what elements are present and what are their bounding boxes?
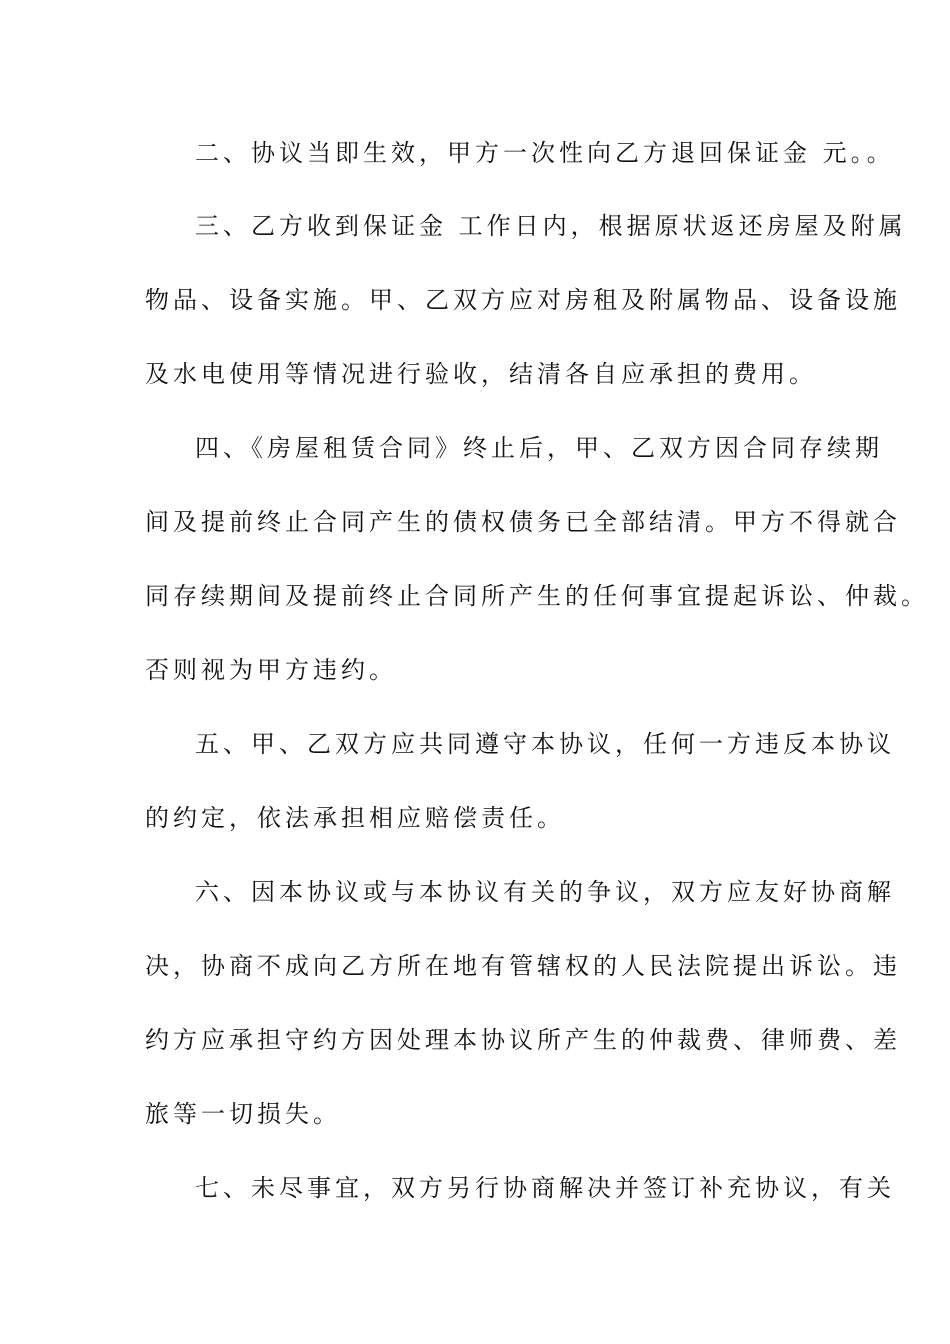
- clause-4-line-2: 间及提前终止合同产生的债权债务已全部结清。甲方不得就合: [145, 508, 901, 536]
- clause-5-line-1: 五、甲、乙双方应共同遵守本协议，任何一方违反本协议: [195, 730, 895, 758]
- clause-4-line-1: 四、《房屋租赁合同》终止后，甲、乙双方因合同存续期: [195, 434, 883, 462]
- clause-2-line-1: 二、协议当即生效，甲方一次性向乙方退回保证金 元。。: [195, 139, 895, 167]
- clause-6-line-2: 决，协商不成向乙方所在地有管辖权的人民法院提出诉讼。违: [145, 952, 901, 980]
- clause-6-line-4: 旅等一切损失。: [145, 1100, 341, 1128]
- clause-4-line-4: 否则视为甲方违约。: [145, 656, 397, 684]
- clause-6-line-1: 六、因本协议或与本协议有关的争议，双方应友好协商解: [195, 878, 895, 906]
- clause-3-line-1: 三、乙方收到保证金 工作日内，根据原状返还房屋及附属: [195, 212, 907, 240]
- clause-7-line-1: 七、未尽事宜，双方另行协商解决并签订补充协议，有关: [195, 1174, 895, 1202]
- clause-6-line-3: 约方应承担守约方因处理本协议所产生的仲裁费、律师费、差: [145, 1026, 901, 1054]
- clause-3-line-2: 物品、设备实施。甲、乙双方应对房租及附属物品、设备设施: [145, 286, 901, 314]
- clause-5-line-2: 的约定，依法承担相应赔偿责任。: [145, 804, 565, 832]
- clause-4-line-3: 同存续期间及提前终止合同所产生的任何事宜提起诉讼、仲裁。: [145, 582, 929, 610]
- clause-3-line-3: 及水电使用等情况进行验收，结清各自应承担的费用。: [145, 360, 817, 388]
